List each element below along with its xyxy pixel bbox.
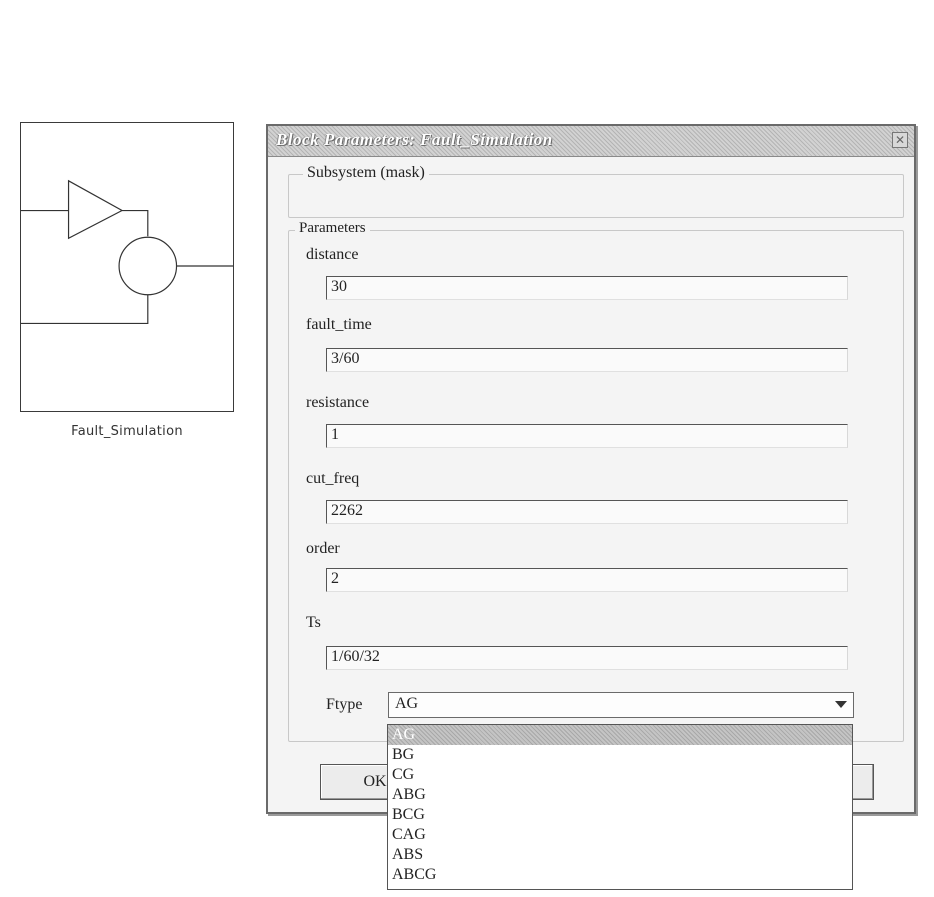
dialog-title: Block Parameters: Fault_Simulation — [276, 130, 553, 149]
ftype-select[interactable] — [388, 692, 854, 718]
ftype-option-cg[interactable]: CG — [392, 766, 415, 783]
resistance-field[interactable]: 1 — [326, 424, 848, 448]
ftype-option-bcg[interactable]: BCG — [392, 806, 425, 823]
param-label-fault-time: fault_time — [306, 316, 372, 333]
ftype-option-abcg[interactable]: ABCG — [392, 866, 437, 883]
param-label-order: order — [306, 540, 340, 557]
order-field[interactable]: 2 — [326, 568, 848, 592]
param-label-ts: Ts — [306, 614, 321, 631]
fault-time-field[interactable]: 3/60 — [326, 348, 848, 372]
ftype-option-bg[interactable]: BG — [392, 746, 415, 763]
param-label-resistance: resistance — [306, 394, 370, 411]
subsystem-legend: Subsystem (mask) — [303, 164, 429, 182]
ts-field[interactable]: 1/60/32 — [326, 646, 848, 670]
ftype-option-ag[interactable]: AG — [388, 725, 852, 745]
ok-button[interactable]: OK — [320, 764, 430, 800]
block-diagram-icon — [21, 123, 233, 411]
block-label: Fault_Simulation — [71, 424, 183, 439]
block-parameters-dialog — [266, 124, 916, 814]
cut-freq-field[interactable]: 2262 — [326, 500, 848, 524]
ftype-selected-value: AG — [395, 695, 419, 712]
ftype-dropdown-list[interactable] — [387, 724, 853, 890]
close-icon[interactable]: ✕ — [892, 132, 908, 148]
fault-simulation-block[interactable] — [20, 122, 234, 412]
parameters-legend: Parameters — [295, 220, 370, 237]
ftype-option-abg[interactable]: ABG — [392, 786, 426, 803]
subsystem-group — [288, 164, 904, 218]
param-label-distance: distance — [306, 246, 359, 263]
ftype-option-abs[interactable]: ABS — [392, 846, 424, 863]
title-bar[interactable] — [268, 126, 914, 157]
ftype-option-cag[interactable]: CAG — [392, 826, 426, 843]
chevron-down-icon[interactable] — [835, 701, 847, 708]
distance-field[interactable]: 30 — [326, 276, 848, 300]
param-label-cut-freq: cut_freq — [306, 470, 360, 487]
ftype-label: Ftype — [326, 696, 363, 713]
